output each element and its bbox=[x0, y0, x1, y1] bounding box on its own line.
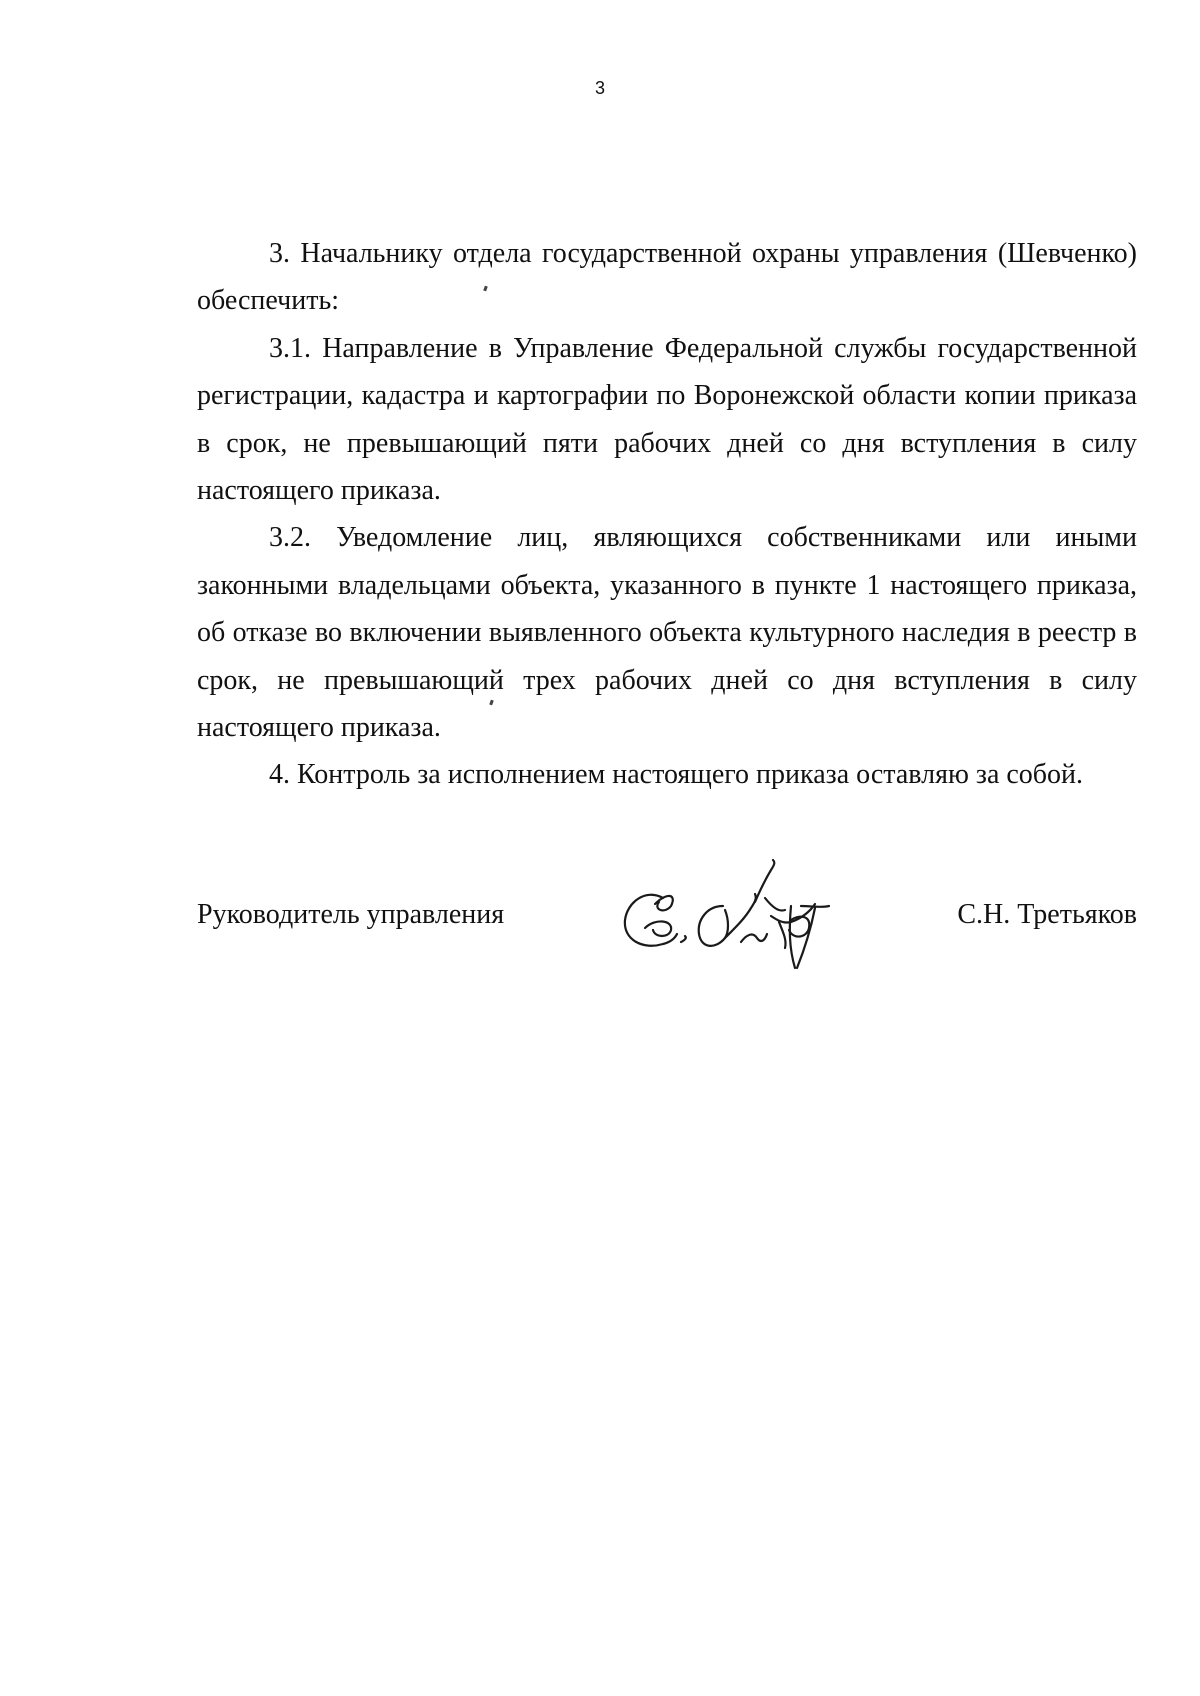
paragraph-3-1: 3.1. Направление в Управление Федеральной службы государственной регистрации, кадастра и картографии по Воронежской области копии приказа в срок, не превышающий пяти рабочих дней со дня вступления в силу настоящего приказа. bbox=[197, 332, 1137, 507]
page-number: 3 bbox=[594, 78, 605, 98]
signatory-name: С.Н. Третьяков bbox=[957, 899, 1137, 930]
signature-block bbox=[197, 858, 1137, 978]
document-body bbox=[197, 230, 1137, 799]
signatory-title: Руководитель управления bbox=[197, 899, 505, 930]
paragraph-3: 3. Начальнику отдела государственной охраны управления (Шевченко) обеспечить: bbox=[197, 238, 1137, 317]
handwritten-signature bbox=[615, 858, 855, 978]
paragraph-4: 4. Контроль за исполнением настоящего приказа оставляю за собой. bbox=[269, 759, 1084, 791]
paragraph-3-2: 3.2. Уведомление лиц, являющихся собственниками или иными законными владельцами объекта, указанного в пункте 1 настоящего приказа, об отказе во включении выявленного объекта культурного наследия в реестр в срок, не превышающий трех рабочих дней со дня вступления в силу настоящего приказа. bbox=[197, 522, 1137, 744]
